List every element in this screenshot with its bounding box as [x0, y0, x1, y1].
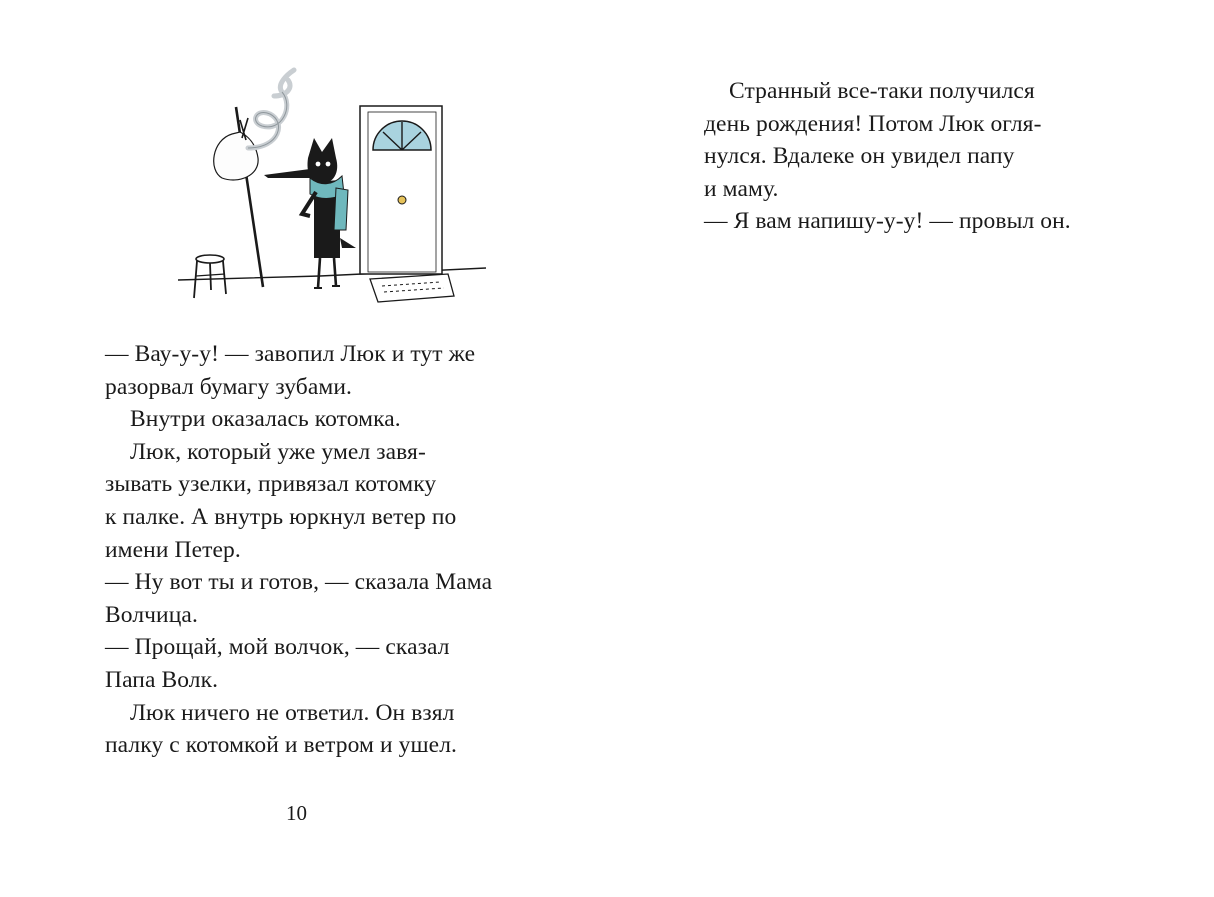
wind-swirl-icon: [248, 70, 294, 148]
text-line: — Вау-у-у! — завопил Люк и тут же: [105, 341, 476, 367]
text-line: Люк, который уже умел завя-: [130, 438, 426, 465]
text-line: — Прощай, мой волчок, — сказал: [105, 634, 450, 661]
text-line: день рождения! Потом Люк огля-: [704, 110, 1042, 137]
text-line: — Ну вот ты и готов, — сказала Мама: [105, 569, 493, 596]
text-line: Внутри оказалась котомка.: [130, 406, 401, 433]
wolf-at-door-illustration: [170, 62, 500, 312]
text-line: нулся. Вдалеке он увидел папу: [704, 143, 1015, 170]
text-line: палку с котомкой и ветром и ушел.: [105, 732, 458, 759]
doormat-icon: [370, 274, 454, 302]
right-page-text: [704, 75, 1144, 238]
text-line: Волчица.: [105, 601, 198, 628]
text-line: — Я вам напишу-у-у! — провыл он.: [704, 208, 1071, 235]
wolf-icon: [264, 138, 356, 288]
stool-icon: [194, 255, 226, 298]
text-line: имени Петер.: [105, 536, 241, 563]
text-line: разорвал бумагу зубами.: [105, 373, 352, 400]
text-line: к палке. А внутрь юркнул ветер по: [105, 503, 457, 530]
text-line: Странный все-таки получился: [729, 78, 1035, 104]
text-line: зывать узелки, привязал котомку: [105, 471, 437, 498]
text-line: и маму.: [704, 175, 779, 202]
door-icon: [360, 106, 442, 274]
page-number: 10: [286, 801, 307, 825]
right-page: [607, 0, 1214, 897]
text-line: Люк ничего не ответил. Он взял: [130, 699, 455, 726]
left-page-text: [105, 338, 545, 762]
text-line: Папа Волк.: [105, 666, 219, 693]
